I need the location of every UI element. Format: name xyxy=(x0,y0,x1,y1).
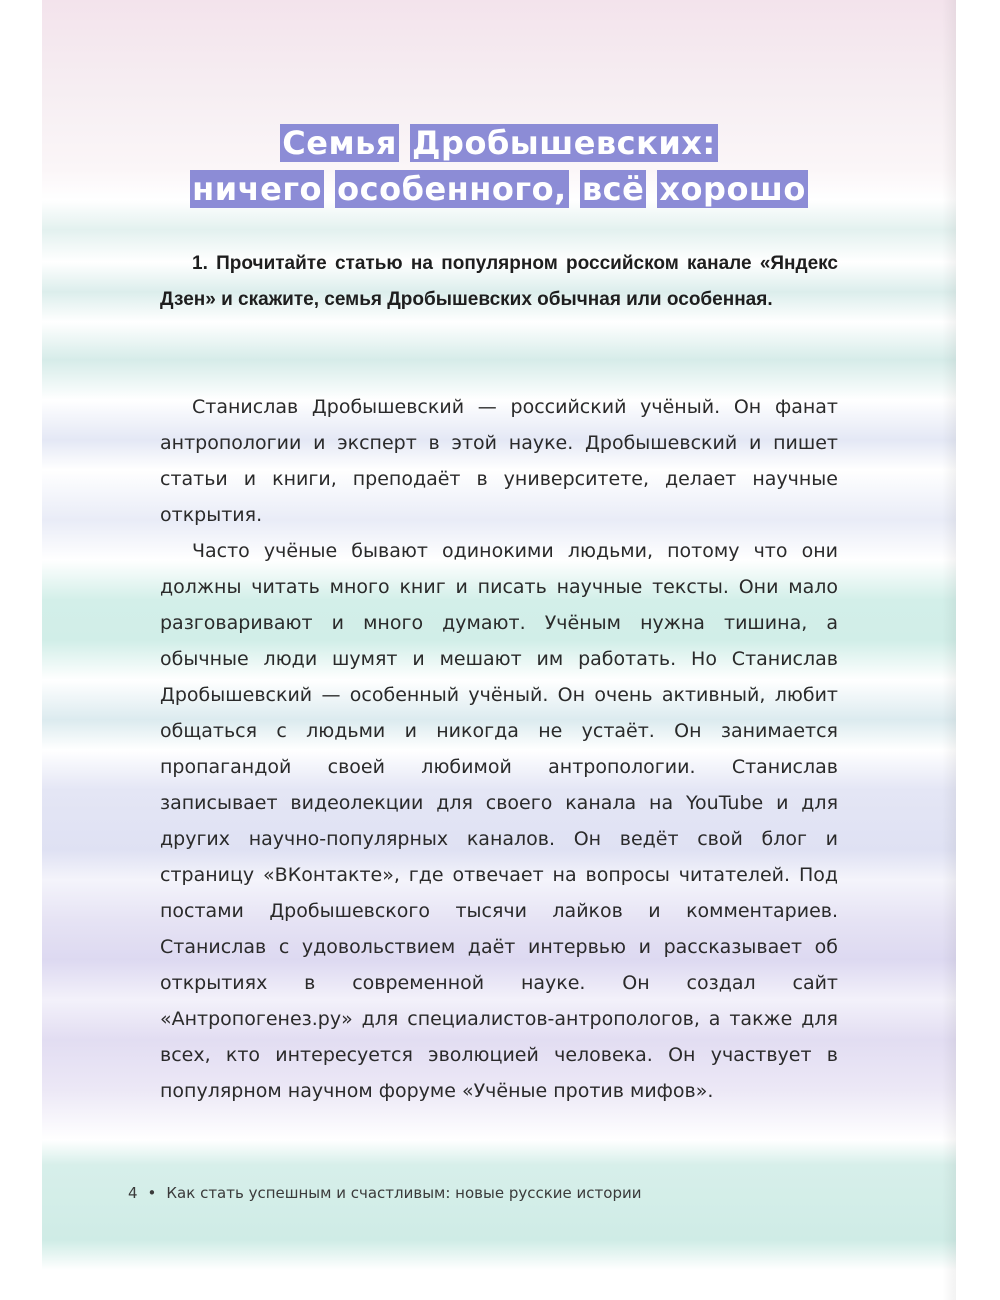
title-line-2 xyxy=(42,166,956,212)
article-paragraph-2: Часто учёные бывают одинокими людьми, потому что они должны читать много книг и писать научные тексты. Они мало разговаривают и много думают. Учёным нужна тишина, а обычные люди шумят и мешают им работать. Но Станислав Дробышевский — особенный учёный. Он очень активный, любит общаться с людьми и никогда не устаёт. Он занимается пропагандой своей любимой антропологии. Станислав записывает видеолекции для своего канала на YouTube и для других научно-популярных каналов. Он ведёт свой блог и страницу «ВКонтакте», где отвечает на вопросы читателей. Под постами Дробышевского тысячи лайков и комментариев. Станислав с удовольствием даёт интервью и рассказывает об открытиях в современной науке. Он создал сайт «Антропогенез.ру» для специалистов-антропологов, а также для всех, кто интересуется эволюцией человека. Он участвует в популярном научном форуме «Учёные против мифов». xyxy=(160,540,838,1102)
article-paragraph-1: Станислав Дробышевский — российский учёный. Он фанат антропологии и эксперт в этой науке. Дробышевский и пишет статьи и книги, преподаёт в университете, делает научные открытия. xyxy=(160,396,838,526)
title-word: особенного, xyxy=(337,170,567,208)
title-word: Семья xyxy=(282,124,397,162)
title-line-1 xyxy=(42,120,956,166)
title-word: ничего xyxy=(192,170,323,208)
article-text xyxy=(160,389,838,1109)
footer-separator: • xyxy=(147,1184,157,1202)
title-word: всё xyxy=(581,170,645,208)
page-edge-shadow xyxy=(942,0,956,1300)
title-word: хорошо xyxy=(659,170,806,208)
page-number: 4 xyxy=(128,1184,138,1202)
book-title: Как стать успешным и счастливым: новые русские истории xyxy=(166,1184,642,1202)
title-word: Дробышевских: xyxy=(412,124,716,162)
task-instruction: 1. Прочитайте статью на популярном российском канале «Яндекс Дзен» и скажите, семья Дробышевских обычная или особенная. xyxy=(160,253,838,310)
book-page xyxy=(42,0,956,1300)
page-title xyxy=(42,120,956,212)
page-footer xyxy=(128,1184,641,1202)
